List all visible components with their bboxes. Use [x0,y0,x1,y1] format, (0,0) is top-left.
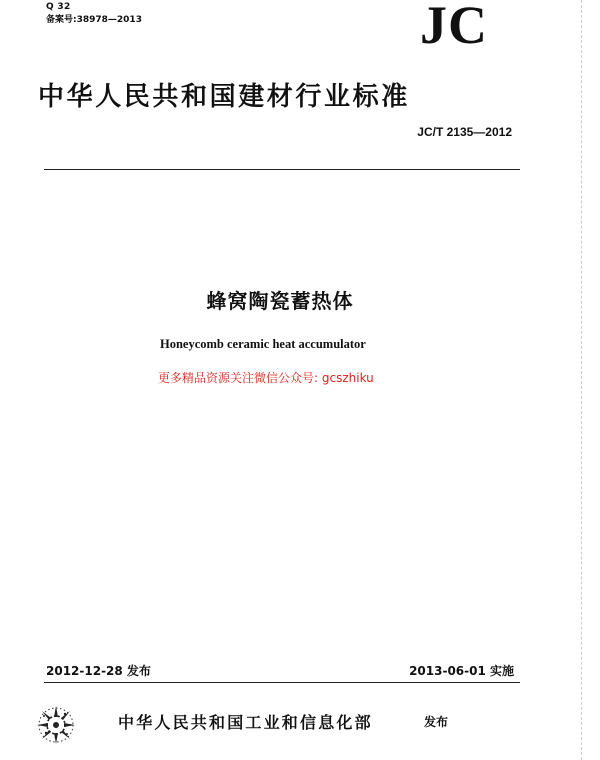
document-title-en: Honeycomb ceramic heat accumulator [160,337,366,351]
bottom-divider [44,682,520,683]
promo-text: 更多精品资源关注微信公众号: gcszhiku [158,371,374,385]
implementation-date: 2013-06-01 实施 [409,664,514,678]
document-title-cn: 蜂窝陶瓷蓄热体 [206,289,354,313]
issue-date: 2012-12-28 发布 [46,664,151,678]
jc-logo: JC [420,0,488,55]
record-number: 备案号:38978—2013 [46,15,142,25]
issuing-ministry: 中华人民共和国工业和信息化部 [118,713,373,732]
page-edge [581,0,582,760]
standard-number: JC/T 2135—2012 [417,125,512,139]
top-divider [44,169,520,170]
ministry-seal-icon [34,703,78,747]
org-title: 中华人民共和国建材行业标准 [38,82,410,112]
classification-code: Q 32 [46,2,71,12]
publish-label: 发布 [424,715,449,729]
